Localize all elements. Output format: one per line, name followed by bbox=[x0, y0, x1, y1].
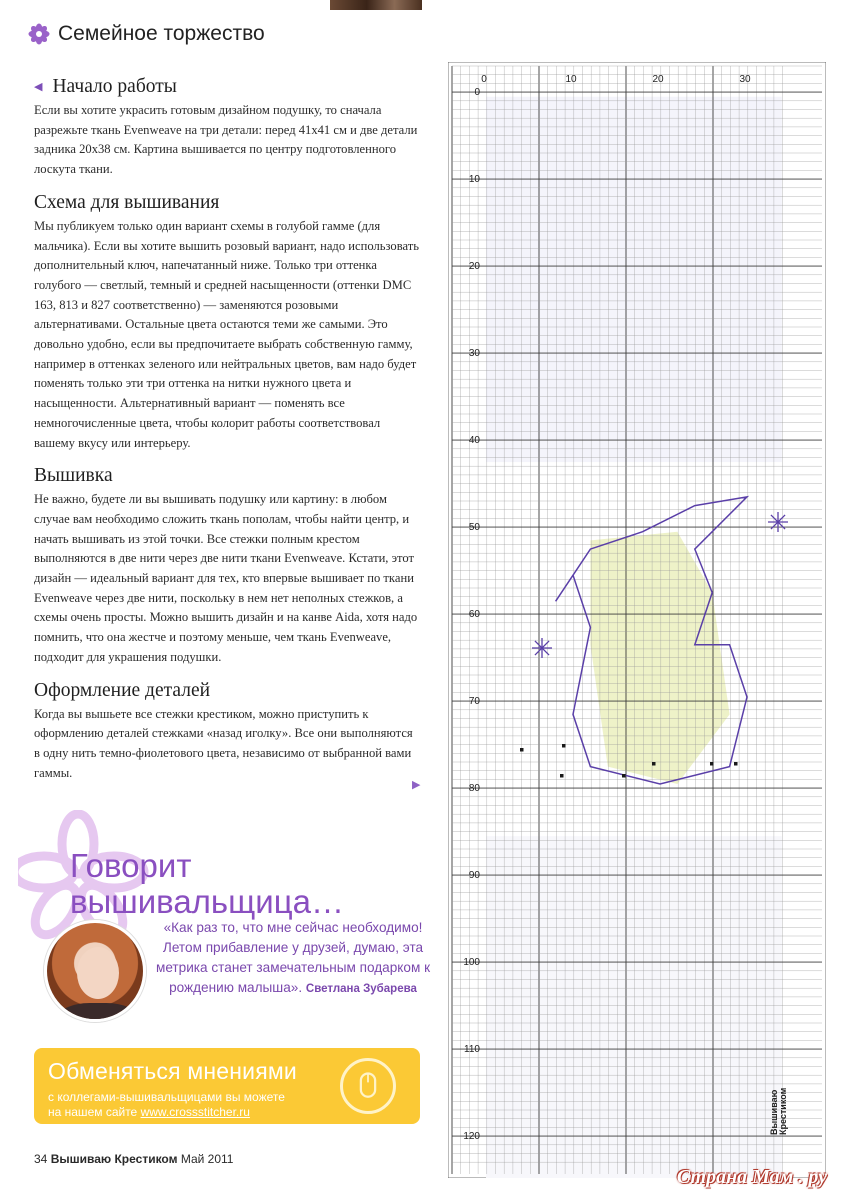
mouse-icon bbox=[340, 1058, 396, 1114]
y-tick-label: 50 bbox=[468, 522, 480, 533]
magazine-name: Вышиваю Крестиком bbox=[50, 1152, 178, 1166]
chart-svg bbox=[448, 62, 826, 1178]
chart-dot bbox=[520, 748, 524, 752]
quote-heading-line1: Говорит bbox=[70, 847, 192, 884]
avatar-shirt bbox=[57, 1003, 139, 1022]
side-brand-line1: Вышиваю bbox=[769, 1089, 779, 1135]
chart-dot bbox=[562, 744, 566, 748]
y-tick-label: 10 bbox=[468, 174, 480, 185]
y-tick-label: 30 bbox=[468, 348, 480, 359]
promo-line2-prefix: на нашем сайте bbox=[48, 1105, 141, 1119]
quote-heading-line2: вышивальщица… bbox=[70, 883, 344, 920]
y-tick-label: 110 bbox=[464, 1044, 480, 1055]
watermark: Страна Мам . ру bbox=[676, 1166, 827, 1188]
quote-heading bbox=[70, 848, 344, 920]
y-tick-label: 0 bbox=[474, 87, 480, 98]
avatar-face bbox=[77, 947, 119, 999]
side-brand-line2: Крестиком bbox=[778, 1087, 788, 1135]
embroidery-heading: Вышивка bbox=[34, 465, 113, 487]
y-tick-label: 120 bbox=[463, 1131, 480, 1142]
promo-title: Обменяться мнениями bbox=[48, 1058, 297, 1084]
section-header bbox=[28, 22, 265, 46]
y-tick-label: 100 bbox=[463, 957, 480, 968]
section-title: Семейное торжество bbox=[58, 22, 265, 45]
avatar bbox=[44, 920, 146, 1022]
quote-author: Светлана Зубарева bbox=[305, 983, 417, 995]
y-tick-label: 80 bbox=[468, 783, 480, 794]
quote-text: «Как раз то, что мне сейчас необходимо! Летом прибавление у друзей, думаю, эта метрика станет замечательным подарком к рождению малыша». bbox=[155, 920, 431, 995]
promo-line2 bbox=[48, 1105, 250, 1119]
side-brand-logo bbox=[769, 1087, 840, 1135]
scheme-section bbox=[34, 192, 419, 453]
chart-dot bbox=[622, 774, 626, 778]
y-tick-label: 60 bbox=[468, 609, 480, 620]
chart-dot bbox=[734, 762, 738, 766]
start-heading bbox=[34, 76, 419, 98]
article-body bbox=[34, 76, 419, 795]
promo-url-link[interactable]: www.crossstitcher.ru bbox=[140, 1105, 250, 1119]
cross-stitch-chart bbox=[448, 62, 826, 1178]
y-tick-label: 70 bbox=[468, 696, 480, 707]
flower-icon bbox=[28, 23, 50, 45]
finishing-text: Когда вы вышьете все стежки крестиком, можно приступить к оформлению деталей стежками «назад иголку». Все они выполняются в одну нить темно-фиолетового цвета, независимо от выбранной вами гаммы. bbox=[34, 706, 413, 780]
promo-line1: с коллегами-вышивальщицами вы можете bbox=[48, 1090, 285, 1104]
x-tick-label: 30 bbox=[739, 74, 751, 85]
triangle-left-icon: ◀ bbox=[34, 81, 43, 93]
start-section bbox=[34, 76, 419, 180]
start-heading-text: Начало работы bbox=[52, 76, 177, 97]
top-photo-strip bbox=[330, 0, 422, 10]
chart-dot bbox=[560, 774, 564, 778]
issue-date: Май 2011 bbox=[180, 1152, 234, 1166]
y-tick-label: 90 bbox=[468, 870, 480, 881]
chart-dot bbox=[652, 762, 656, 766]
finishing-heading: Оформление деталей bbox=[34, 679, 211, 701]
quote-block bbox=[148, 918, 438, 999]
y-tick-label: 20 bbox=[468, 261, 480, 272]
scheme-text: Мы публикуем только один вариант схемы в голубой гамме (для мальчика). Если вы хотите вышить розовый вариант, надо использовать дополнительный ключ, напечатанный ниже. Только три оттенка голубого — светлый, темный и средней насыщенности (оттенки DMC 163, 813 и 827 соответственно) — заменяются розовыми альтернативами. Остальные цвета остаются теми же самыми. Это довольно удобно, если вы предпочитаете выбрать собственную гамму, например в оттенках зеленого или нейтральных цветов, вам надо будет поменять только эти три оттенка на нитки нужного цвета и насыщенности. Альтернативный вариант — поменять все немногочисленные цвета, чтобы колорит работы соответствовал вашему вкусу или интерьеру. bbox=[34, 218, 419, 450]
embroidery-section bbox=[34, 465, 419, 667]
chart-dot bbox=[710, 762, 714, 766]
finishing-section bbox=[34, 680, 419, 784]
x-tick-label: 10 bbox=[565, 74, 577, 85]
scheme-heading: Схема для вышивания bbox=[34, 191, 220, 213]
promo-banner bbox=[34, 1048, 420, 1124]
embroidery-text: Не важно, будете ли вы вышивать подушку или картину: в любом случае вам необходимо сложить ткань пополам, чтобы найти центр, и начать вышивать из этой точки. Все стежки полным крестом выполняются в две нити через две нити ткани Evenweave. Кстати, этот дизайн — идеальный вариант для тех, кто впервые вышивает по ткани Evenweave через две нити, поскольку в нем нет неполных стежков, а схемы очень просты. Можно вышить дизайн и на канве Aida, хотя надо помнить, что она жестче и поэтому меньше, чем ткань Evenweave, подходит для украшения подушки. bbox=[34, 492, 418, 664]
y-tick-label: 40 bbox=[468, 435, 480, 446]
start-text: Если вы хотите украсить готовым дизайном подушку, то сначала разрежьте ткань Evenweave на три детали: перед 41х41 см и две детали задника 20х38 см. Картина вышивается по центру подготовленного лоскута ткани. bbox=[34, 103, 418, 177]
triangle-right-icon: ▶ bbox=[412, 779, 421, 791]
page-footer bbox=[34, 1152, 233, 1166]
page-number: 34 bbox=[34, 1152, 48, 1166]
x-tick-label: 20 bbox=[652, 74, 664, 85]
x-tick-label: 0 bbox=[481, 74, 487, 85]
